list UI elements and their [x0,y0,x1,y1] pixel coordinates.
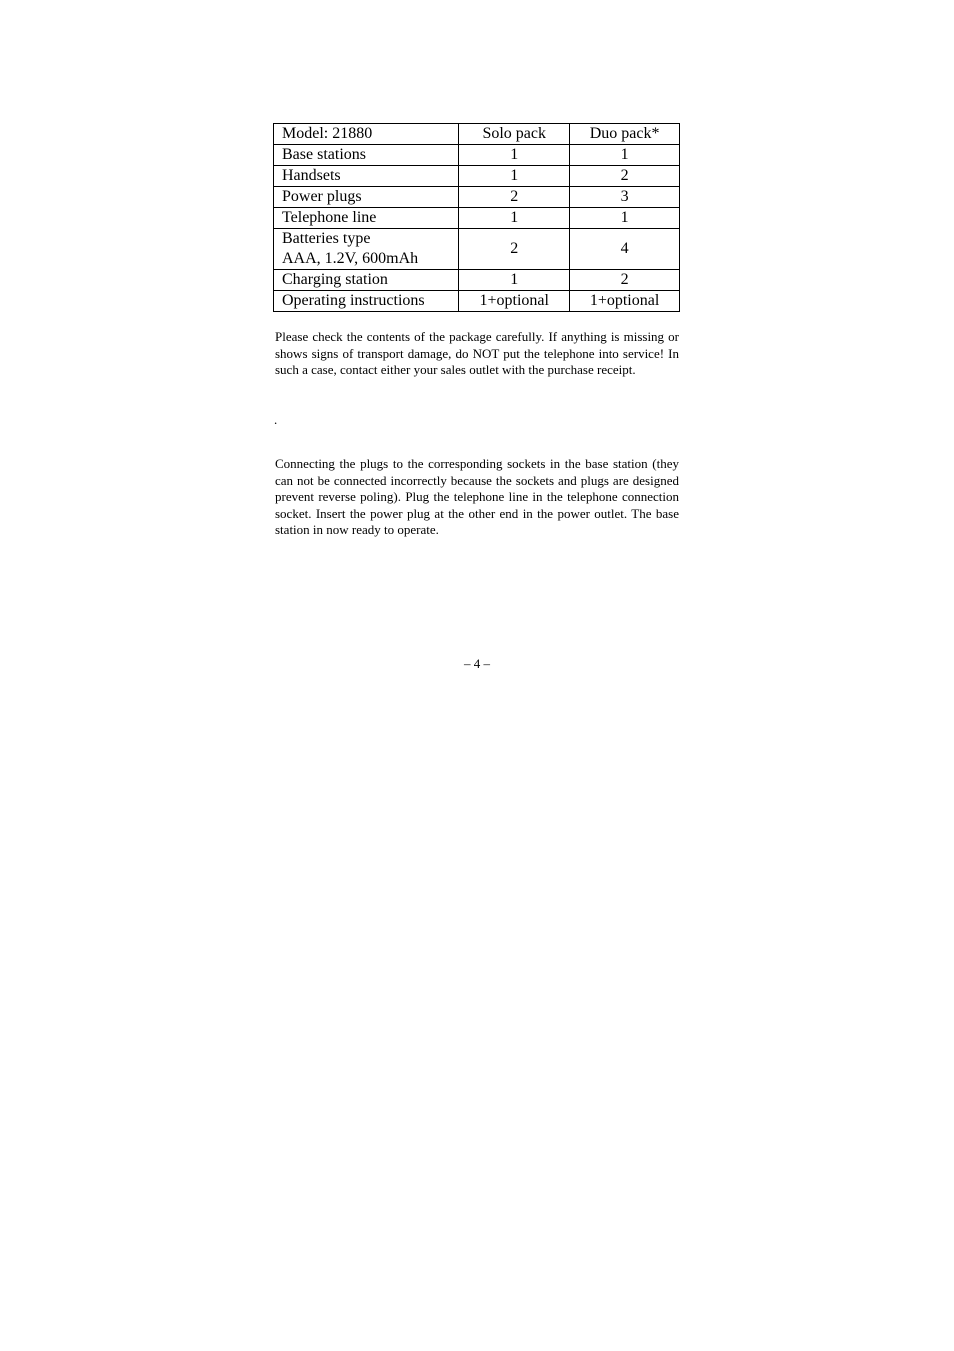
table-row [274,145,680,166]
row-duo-value: 2 [570,166,680,187]
table-row [274,229,680,270]
row-item: Power plugs [274,187,459,208]
table-row [274,187,680,208]
row-duo-value: 4 [570,229,680,270]
header-duo-pack: Duo pack* [570,124,680,145]
row-solo-value: 1+optional [459,291,570,312]
package-contents-table [273,123,680,312]
row-item-line1: Batteries type [282,230,371,247]
connection-paragraph: Connecting the plugs to the corresponding sockets in the base station (they can not be connected incorrectly because the sockets and plugs are designed prevent reverse poling). Plug the telephone line in the telephone connection socket. Insert the power plug at the other end in the power outlet. The base station in now ready to operate. [275,456,679,538]
row-item: Base stations [274,145,459,166]
row-solo-value: 1 [459,270,570,291]
row-solo-value: 1 [459,166,570,187]
table-row [274,166,680,187]
package-check-paragraph: Please check the contents of the package carefully. If anything is missing or shows signs of transport damage, do NOT put the telephone into service! In such a case, contact either your sales outlet with the purchase receipt. [275,329,679,378]
header-solo-pack: Solo pack [459,124,570,145]
table-row [274,291,680,312]
row-duo-value: 2 [570,270,680,291]
row-item [274,229,459,270]
row-item-line2: AAA, 1.2V, 600mAh [282,250,419,267]
row-duo-value: 3 [570,187,680,208]
table-header-row [274,124,680,145]
row-item: Handsets [274,166,459,187]
row-item: Operating instructions [274,291,459,312]
row-solo-value: 2 [459,229,570,270]
row-solo-value: 1 [459,145,570,166]
table-row [274,208,680,229]
row-item: Charging station [274,270,459,291]
row-duo-value: 1+optional [570,291,680,312]
page-number: – 4 – [464,656,490,671]
row-duo-value: 1 [570,208,680,229]
table-row [274,270,680,291]
header-model: Model: 21880 [274,124,459,145]
row-solo-value: 1 [459,208,570,229]
row-duo-value: 1 [570,145,680,166]
row-solo-value: 2 [459,187,570,208]
stray-dot: . [274,412,278,427]
row-item: Telephone line [274,208,459,229]
